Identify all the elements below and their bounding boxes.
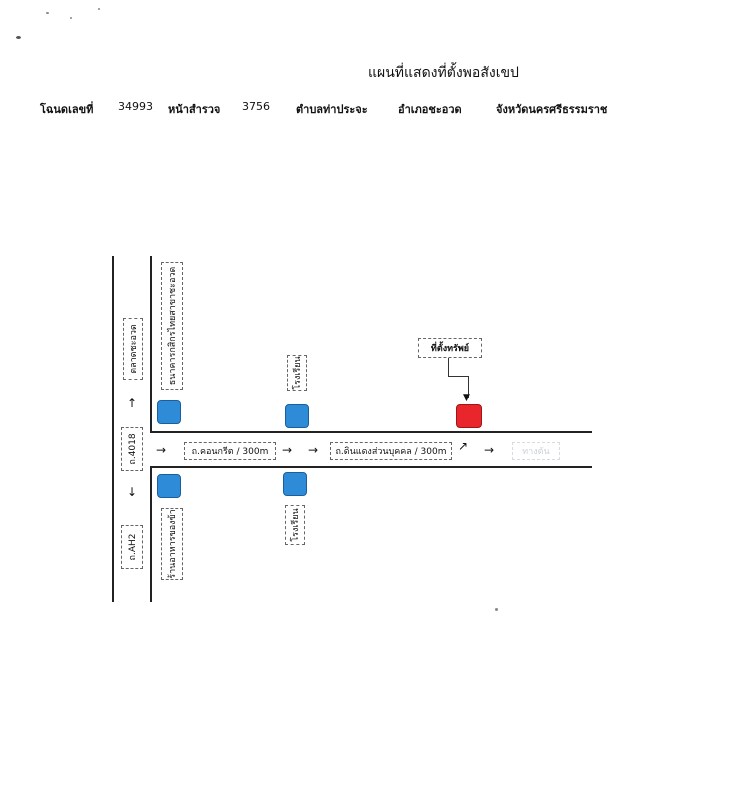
arrow-right-icon: →	[282, 443, 293, 457]
arrow-up-icon: ↑	[127, 396, 138, 410]
side-road-edge-top	[150, 431, 592, 433]
property-pointer-horizontal	[448, 376, 468, 377]
arrow-down-icon: ↓	[127, 485, 138, 499]
bank-marker	[157, 400, 181, 424]
bend-arrow-icon: ↗	[458, 439, 469, 453]
school-top-label-box	[287, 355, 307, 391]
school-bottom-marker	[283, 472, 307, 496]
market-label-box	[123, 318, 143, 380]
road-edge-right-upper	[150, 256, 152, 432]
deed-number: 34993	[118, 100, 153, 113]
side-road-edge-bottom	[150, 466, 592, 468]
dead-end-label: ทางตัน	[512, 442, 560, 460]
school-bottom-label-box	[285, 505, 305, 545]
survey-number: 3756	[242, 100, 270, 113]
road-edge-left	[112, 256, 114, 602]
arrow-right-icon: →	[156, 443, 167, 457]
school-top-label: โรงเรียน	[293, 356, 303, 390]
map-title: แผนที่แสดงที่ตั้งพอสังเขป	[368, 65, 519, 81]
arrow-right-icon: →	[484, 443, 495, 457]
shop-label: ร้านอาหารของข้า	[168, 509, 178, 579]
province: จังหวัดนครศรีธรรมราช	[496, 103, 608, 116]
property-pointer-vertical	[448, 358, 449, 376]
survey-label: หน้าสำรวจ	[168, 103, 221, 116]
bank-label: ธนาคารกสิกรไทยสาขาชะอวด	[168, 266, 178, 386]
red-earth-road-label: ถ.ดินแดงส่วนบุคคล / 300m	[330, 442, 452, 460]
district: อำเภอชะอวด	[398, 103, 462, 116]
bank-label-box	[161, 262, 183, 390]
road-ah2-label-box	[121, 525, 143, 569]
school-top-marker	[285, 404, 309, 428]
property-marker	[456, 404, 482, 428]
subdistrict: ตำบลท่าประจะ	[296, 103, 368, 116]
arrow-down-icon: ▼	[463, 393, 470, 403]
concrete-road-label: ถ.คอนกรีต / 300m	[184, 442, 276, 460]
road-edge-right-lower	[150, 466, 152, 602]
arrow-right-icon: →	[308, 443, 319, 457]
shop-marker	[157, 474, 181, 498]
road-ah2-label: ถ.AH2	[128, 533, 138, 561]
school-bottom-label: โรงเรียน	[291, 508, 301, 542]
shop-label-box	[161, 508, 183, 580]
road-4018-label-box	[121, 427, 143, 471]
deed-label: โฉนดเลขที่	[40, 103, 94, 116]
property-label: ที่ตั้งทรัพย์	[418, 338, 482, 358]
road-4018-label: ถ.4018	[128, 433, 138, 465]
market-label: ตลาดชะอวด	[129, 324, 139, 374]
